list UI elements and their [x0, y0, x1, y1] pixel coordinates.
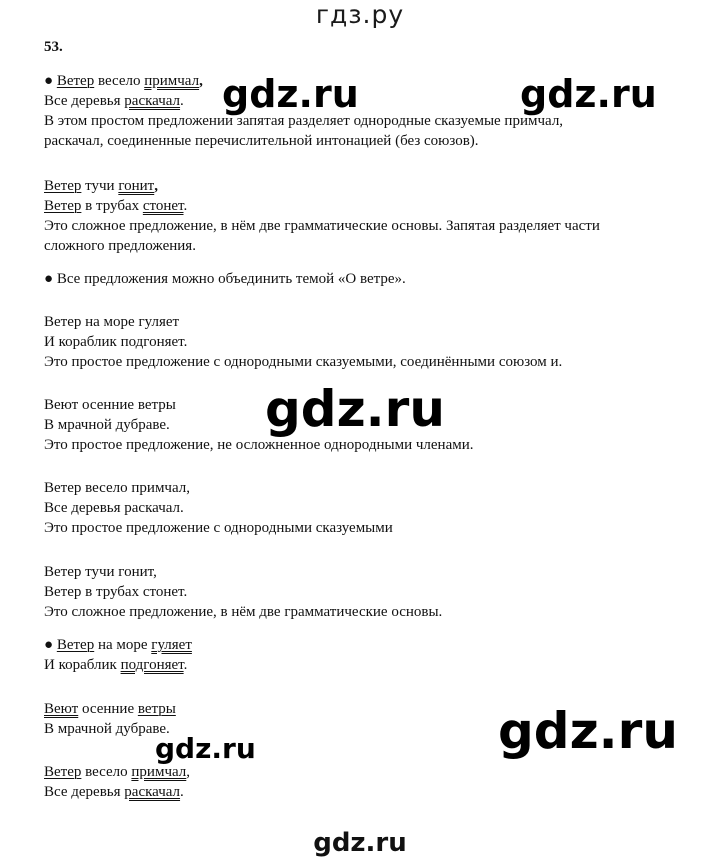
comma: , [199, 73, 203, 89]
bullet-icon: ● [44, 73, 54, 89]
text-fragment: . [180, 93, 184, 109]
predicate-word: Веют [44, 701, 79, 717]
explanation-line: В этом простом предложении запятая разделяет однородные сказуемые примчал, [44, 113, 564, 129]
explanation-line: Это простое предложение с однородными сказуемыми [44, 520, 393, 536]
poem-line: Ветер весело примчал, [44, 480, 191, 496]
poem-line [44, 72, 203, 90]
poem-line: Ветер тучи гонит, [44, 564, 157, 580]
explanation-line: Это сложное предложение, в нём две грамматические основы. Запятая разделяет части [44, 218, 600, 234]
predicate-word: подгоняет [120, 657, 184, 673]
watermark: gdz.ru [498, 702, 678, 760]
text-fragment: на море [94, 637, 152, 653]
text-fragment: в трубах [81, 198, 143, 214]
text-fragment: Все деревья [44, 93, 125, 109]
text-fragment: весело [94, 73, 145, 89]
poem-line [44, 197, 187, 215]
explanation-line: Это простое предложение, не осложненное однородными членами. [44, 437, 474, 453]
poem-line [44, 656, 187, 674]
text-fragment: весело [81, 764, 132, 780]
explanation-line: сложного предложения. [44, 238, 196, 254]
predicate-word: раскачал [124, 784, 181, 800]
text-fragment: И кораблик [44, 657, 121, 673]
predicate-word: раскачал [124, 93, 181, 109]
subject-word: Ветер [44, 198, 82, 214]
bullet-line [44, 270, 406, 288]
footer-watermark: gdz.ru [313, 828, 407, 858]
predicate-word: примчал [131, 764, 187, 780]
poem-line: В мрачной дубраве. [44, 417, 170, 433]
watermark: gdz.ru [155, 732, 256, 765]
poem-line: И кораблик подгоняет. [44, 334, 188, 350]
subject-word: Ветер [44, 764, 82, 780]
predicate-word: гуляет [151, 637, 192, 653]
watermark: gdz.ru [265, 380, 445, 438]
poem-line [44, 177, 158, 195]
subject-word: ветры [137, 701, 176, 717]
poem-line: Ветер в трубах стонет. [44, 584, 188, 600]
subject-word: Ветер [56, 73, 95, 89]
poem-line [44, 700, 176, 718]
subject-word: Ветер [44, 178, 82, 194]
text-fragment: Все предложения можно объединить темой «О ветре». [56, 271, 406, 287]
bullet-icon: ● [44, 271, 54, 287]
predicate-word: гонит [118, 178, 155, 194]
text-fragment: осенние [78, 701, 138, 717]
predicate-word: примчал [144, 73, 200, 89]
text-fragment: , [186, 764, 191, 780]
site-header: гдз.ру [315, 0, 405, 29]
explanation-line: раскачал, соединенные перечислительной интонацией (без союзов). [44, 133, 479, 149]
text-fragment: тучи [81, 178, 119, 194]
poem-line: Все деревья раскачал. [44, 500, 184, 516]
exercise-number: 53. [44, 39, 63, 55]
poem-line: Веют осенние ветры [44, 397, 176, 413]
text-fragment: . [183, 198, 188, 214]
bullet-icon: ● [44, 637, 54, 653]
predicate-word: стонет [142, 198, 184, 214]
text-fragment: . [183, 657, 188, 673]
poem-line [44, 763, 190, 781]
poem-line [44, 636, 192, 654]
explanation-line: Это простое предложение с однородными сказуемыми, соединёнными союзом и. [44, 354, 563, 370]
comma: , [154, 178, 158, 194]
subject-word: Ветер [56, 637, 95, 653]
text-fragment: Все деревья [44, 784, 125, 800]
watermark: gdz.ru [222, 72, 359, 116]
poem-line: В мрачной дубраве. [44, 721, 170, 737]
text-fragment: . [180, 784, 184, 800]
poem-line: Ветер на море гуляет [44, 314, 180, 330]
explanation-line: Это сложное предложение, в нём две грамматические основы. [44, 604, 443, 620]
poem-line [44, 92, 184, 110]
poem-line [44, 783, 184, 801]
watermark: gdz.ru [520, 72, 657, 116]
